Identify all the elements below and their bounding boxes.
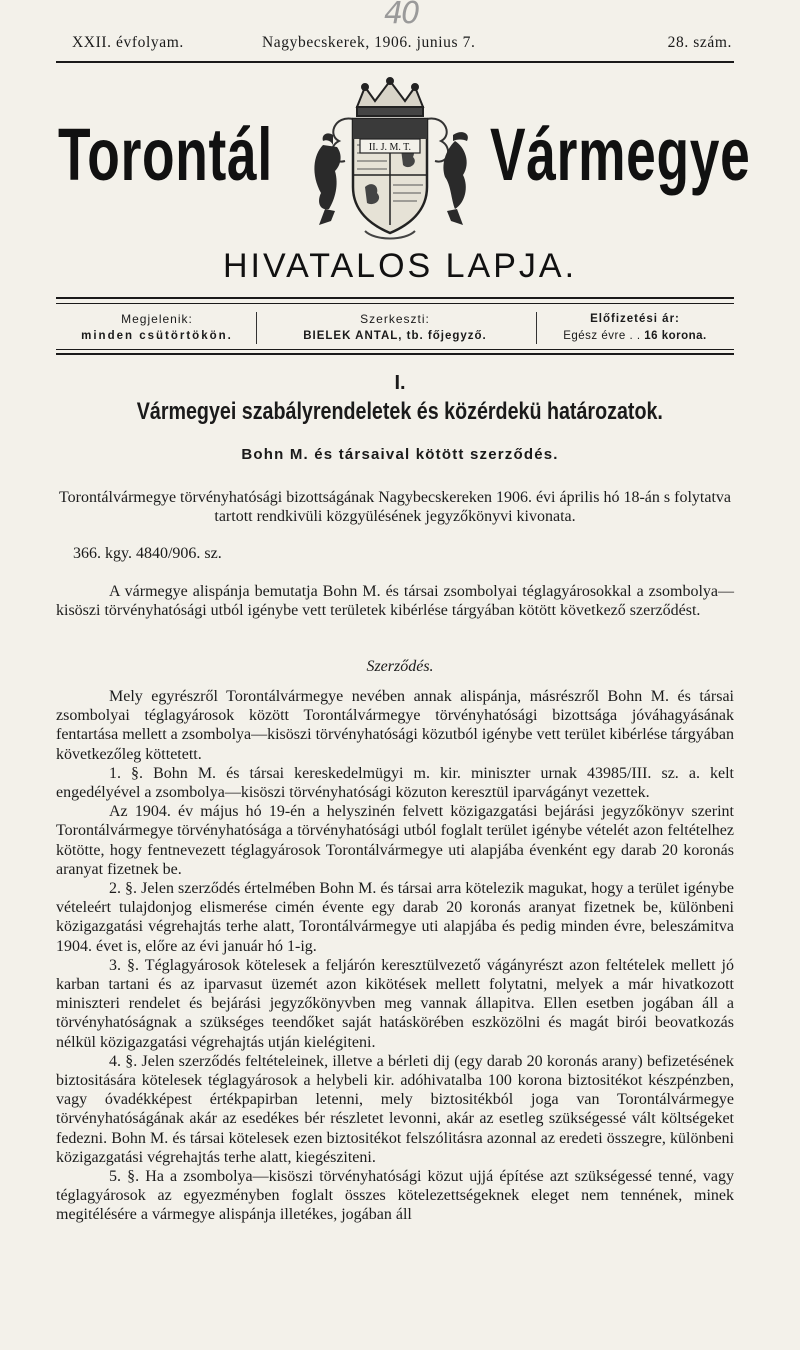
contract-paragraph: Mely egyrészről Torontálvármegye nevében annak alispánja, másrészről Bohn M. és társai zsombolyai téglagyárosok között Torontálvármegye törvényhatósági bizottsága jóváhagyásának fentartása mellett a zsombolya—kisöszi törvényhatósági közutból igénybe vett terület kibérlése tárgyában következőleg köttetett.: [56, 688, 734, 763]
price-value: 16 korona.: [644, 330, 707, 342]
volume-label: XXII. évfolyam.: [72, 34, 184, 51]
contract-paragraph: Az 1904. év május hó 19-én a helyszinén felvett közigazgatási bejárási jegyzőkönyv szerint Torontálvármegye törvényhatósága a törvényhatósági utból foglalt terület igénybe vételét azon feltételhez kötötte, hogy fentnevezett téglagyárosok Torontálvármegye uti alapjába évenként egy darab 20 koronás aranyat fizetnek be.: [56, 803, 734, 878]
crest-text: II. J. M. T.: [368, 142, 412, 153]
document-reference: 366. kgy. 4840/906. sz.: [73, 545, 222, 562]
place-date: Nagybecskerek, 1906. junius 7.: [262, 34, 476, 51]
price-label: Előfizetési ár:: [590, 313, 680, 325]
section-title: [0, 398, 800, 426]
contract-paragraph: 5. §. Ha a zsombolya—kisöszi törvényhatósági közut ujjá építése azt szükségessé tenné, vagy téglagyárosok az egyezményben foglalt összes kötelezettségeknek eleget nem tennének, minek megitélésére a vármegye alispánja illetékes, jogában áll: [56, 1168, 734, 1224]
appears-info: [62, 310, 252, 352]
contract-paragraph: 2. §. Jelen szerződés értelmében Bohn M. és társai arra kötelezik magukat, hogy a terület igénybe vételeért tulajdonjog elismerése cimén évente egy darab 20 koronás aranyat fizetnek be, különbeni közigazgatási végrehajtás terhe alatt, Torontálvármegye uti alapjába és pedig minden évre, beleszámitva 1904. évet is, előre az évi január hó 1-ig.: [56, 880, 734, 955]
price-info: [540, 310, 730, 352]
appears-value: minden csütörtökön.: [81, 330, 233, 342]
appears-label: Megjelenik:: [121, 312, 193, 326]
editor-label: Szerkeszti:: [360, 312, 430, 326]
contract-label: Szerződés.: [366, 658, 434, 675]
editor-value: BIELEK ANTAL, tb. főjegyző.: [303, 330, 487, 342]
price-prefix: Egész évre . .: [563, 330, 641, 342]
contract-heading: Bohn M. és társaival kötött szerződés.: [241, 446, 559, 463]
minutes-intro: Torontálvármegye törvényhatósági bizottságának Nagybecskereken 1906. évi április hó 18-án s folytatva tartott rendkivüli közgyülésének jegyzőkönyvi kivonata.: [59, 489, 731, 526]
handwritten-page-number: 40: [384, 0, 419, 31]
masthead-left-word: Torontál: [58, 113, 273, 196]
info-divider: [536, 312, 537, 344]
contract-paragraph: 3. §. Téglagyárosok kötelesek a feljárón keresztülvezető vágányrészt azon feltételek mellett jó karban tartani és az iparvasut üzemét azon kikötések mellett folytatni, melyek a már hivatkozott miniszteri rendelet és bejárási jegyzőkönyvben meg vannak állapitva. Ellen esetben jogában áll a törvényhatóságnak a szükséges teendőket saját hatáskörében eszközölni és magát birói beovatkozás nélkül közigazgatási végrehajtás utján kielégiteni.: [56, 956, 734, 1051]
masthead-subtitle: HIVATALOS LAPJA.: [222, 247, 578, 285]
masthead-right-word: Vármegye: [490, 113, 751, 196]
contract-paragraph: 1. §. Bohn M. és társai kereskedelmügyi m. kir. miniszter urnak 43985/III. sz. a. kelt engedélyével a zsombolya—kisöszi törvényhatósági közuton keresztül iparvágányt vezettek.: [56, 764, 734, 802]
info-bottom-rule-thin: [56, 349, 734, 350]
info-top-rule-thick: [56, 297, 734, 299]
coat-of-arms-icon: [305, 75, 475, 245]
contract-body: [56, 687, 734, 1225]
price-value-line: [540, 328, 730, 344]
info-divider: [256, 312, 257, 344]
contract-paragraph: 4. §. Jelen szerződés feltételeinek, illetve a bérleti dij (egy darab 20 koronás arany) befizetésének biztositására kötelesek téglagyárosok a helybeli kir. adóhivatalba 100 korona biztositékot készpénzben, vagy óvadékképest értékpapirban letenni, mely biztositékból joga van Torontálvármegye törvényhatóságának akár az esedékes bér részletet levonni, akár az esetleg szükségessé vált költségeket fedezni. Bohn M. és társai kötelesek ezen biztositékot felszólitásra azonnal az eredeti összegre, különbeni közigazgatási végrehajtás terhe alatt, kiegésziteni.: [56, 1052, 734, 1166]
alispan-paragraph: A vármegye alispánja bemutatja Bohn M. és társai zsombolyai téglagyárosokkal a zsombolya—kisöszi törvényhatósági utból igénybe vett területek kibérlése tárgyában kötött következő szerződést.: [56, 583, 734, 620]
section-title-text: Vármegyei szabályrendeletek és közérdekü határozatok.: [136, 398, 664, 425]
info-bottom-rule-thick: [56, 353, 734, 355]
header-rule: [56, 61, 734, 63]
info-top-rule-thin: [56, 303, 734, 304]
editor-info: [260, 310, 530, 352]
section-number: I.: [394, 372, 406, 394]
issue-header: [62, 34, 732, 56]
issue-number: 28. szám.: [667, 34, 732, 51]
